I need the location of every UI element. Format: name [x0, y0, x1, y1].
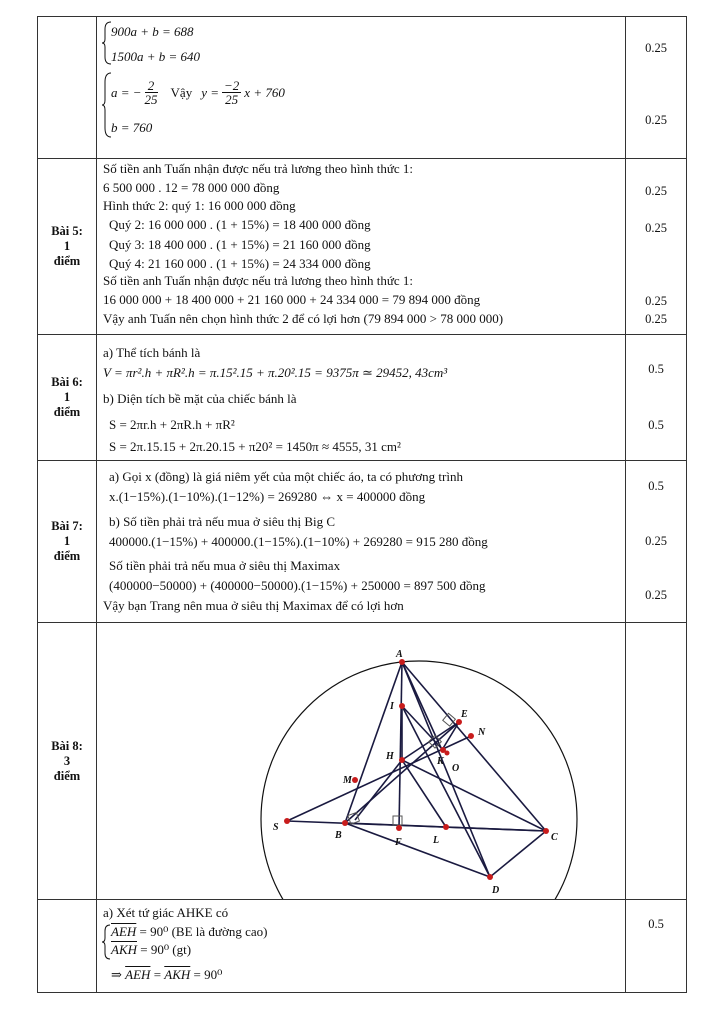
point-label-h: H	[386, 751, 394, 762]
point-label-d: D	[492, 885, 500, 896]
text-line: Quý 4: 21 160 000 . (1 + 15%) = 24 334 000 đồng	[109, 256, 371, 271]
point-label-b: B	[335, 830, 342, 841]
text-line: Số tiền anh Tuấn nhận được nếu trả lương theo hình thức 1:	[103, 161, 414, 176]
angle-aeh: $\overline{AEH}$	[111, 924, 137, 939]
score: 0.25	[645, 184, 667, 198]
text-line: Số tiền anh Tuấn nhận được nếu trả lương theo hình thức 1:	[103, 273, 414, 288]
row1-scores	[626, 17, 687, 159]
bai8-label: Bài 8: 3 điểm	[38, 623, 97, 900]
point-label-f: F	[395, 837, 402, 848]
score: 0.25	[645, 312, 667, 326]
equation-1: 900a + b = 688	[111, 24, 194, 39]
point-label-m: M	[343, 775, 352, 786]
row-bai-5	[38, 159, 687, 335]
implies-symbol: ⇒	[111, 967, 122, 982]
answer-table	[37, 16, 687, 993]
point-label-e: E	[461, 709, 468, 720]
score: 0.25	[645, 221, 667, 235]
text-line: Vậy bạn Trang nên mua ở siêu thị Maximax để có lợi hơn	[103, 598, 404, 613]
equation-line: x.(1−15%).(1−10%).(1−12%) = 269280 ⇔ x = 400000 đồng	[109, 489, 426, 504]
score: 0.5	[648, 917, 664, 931]
text-line: a) Gọi x (đồng) là giá niêm yết của một chiếc áo, ta có phương trình	[109, 469, 463, 484]
fraction-slope: $\frac{-2}{25}$	[224, 78, 240, 107]
solution-a-lhs: a = −	[111, 84, 142, 100]
bai6-scores	[626, 335, 687, 461]
score: 0.25	[645, 113, 667, 127]
point-label-s: S	[273, 822, 279, 833]
circumcircle	[261, 661, 577, 899]
function-lhs: y =	[201, 84, 220, 100]
score: 0.5	[648, 479, 664, 493]
bai8-figure-cell	[97, 623, 626, 900]
row6-label	[38, 900, 97, 993]
point-label-k: K	[437, 756, 444, 767]
text-line: Vậy anh Tuấn nên chọn hình thức 2 để có lợi hơn (79 894 000 > 78 000 000)	[103, 311, 504, 326]
angle-value: = 90⁰ (BE là đường cao)	[139, 924, 268, 939]
calc-line: 400000.(1−15%) + 400000.(1−15%).(1−10%) + 269280 = 915 280 đồng	[109, 534, 488, 549]
point-label-n: N	[478, 727, 486, 738]
angle-aeh: $\overline{AEH}$	[125, 967, 151, 982]
bai6-content	[97, 335, 626, 461]
text-line: a) Xét tứ giác AHKE có	[103, 905, 229, 920]
text-line: Quý 2: 16 000 000 . (1 + 15%) = 18 400 000 đồng	[109, 217, 371, 232]
score: 0.25	[645, 294, 667, 308]
bai5-label: Bài 5: 1 điểm	[38, 159, 97, 335]
point-label-a: A	[396, 649, 403, 660]
bai7-content	[97, 461, 626, 623]
area-formula: S = 2πr.h + 2πR.h + πR²	[109, 417, 235, 432]
angle-value: = 90⁰	[193, 967, 223, 982]
row-bai-8-part-a	[38, 900, 687, 993]
bai8-scores	[626, 623, 687, 900]
bai5-content	[97, 159, 626, 335]
row1-label	[38, 17, 97, 159]
volume-formula: V = πr².h + πR².h = π.15².15 + π.20².15 = 9375π ≃ 29452, 43cm³	[103, 365, 448, 380]
score: 0.25	[645, 588, 667, 602]
bai7-scores	[626, 461, 687, 623]
text-line: b) Số tiền phải trả nếu mua ở siêu thị Big C	[109, 514, 336, 529]
function-rhs: x + 760	[244, 84, 285, 100]
point-label-l: L	[433, 835, 440, 846]
angle-value: = 90⁰ (gt)	[140, 942, 192, 957]
row6-scores	[626, 900, 687, 993]
text-line: Số tiền phải trả nếu mua ở siêu thị Maximax	[109, 558, 341, 573]
point-label-o: O	[452, 763, 460, 774]
row-bai-8	[38, 623, 687, 900]
conclusion-word: Vậy	[170, 84, 193, 100]
fraction-a: $\frac{2}{25}$	[144, 78, 158, 107]
bai6-label: Bài 6: 1 điểm	[38, 335, 97, 461]
system-brace-3	[101, 924, 111, 960]
score: 0.25	[645, 41, 667, 55]
text-line: Hình thức 2: quý 1: 16 000 000 đồng	[103, 198, 296, 213]
angle-akh: $\overline{AKH}$	[111, 942, 137, 957]
score: 0.5	[648, 362, 664, 376]
bai7-label: Bài 7: 1 điểm	[38, 461, 97, 623]
equation-2: 1500a + b = 640	[111, 49, 201, 64]
row1-content	[97, 17, 626, 159]
angle-akh: $\overline{AKH}$	[164, 967, 191, 982]
solution-b: b = 760	[111, 120, 153, 135]
row-system-equations	[38, 17, 687, 159]
equals-sign: =	[153, 967, 162, 982]
score: 0.5	[648, 418, 664, 432]
point-label-c: C	[551, 832, 558, 843]
bai5-scores	[626, 159, 687, 335]
text-line: 6 500 000 . 12 = 78 000 000 đồng	[103, 180, 280, 195]
text-line: a) Thể tích bánh là	[103, 345, 201, 360]
text-line: 16 000 000 + 18 400 000 + 21 160 000 + 24 334 000 = 79 894 000 đồng	[103, 292, 481, 307]
area-calc: S = 2π.15.15 + 2π.20.15 + π20² = 1450π ≈ 4555, 31 cm²	[109, 439, 401, 454]
row-bai-7	[38, 461, 687, 623]
row6-content	[97, 900, 626, 993]
text-line: Quý 3: 18 400 000 . (1 + 15%) = 21 160 000 đồng	[109, 237, 371, 252]
text-line: b) Diện tích bề mặt của chiếc bánh là	[103, 391, 297, 406]
score: 0.25	[645, 534, 667, 548]
calc-line: (400000−50000) + (400000−50000).(1−15%) + 250000 = 897 500 đồng	[109, 578, 486, 593]
geometry-figure	[97, 623, 626, 899]
point-label-i: I	[390, 701, 394, 712]
row-bai-6	[38, 335, 687, 461]
